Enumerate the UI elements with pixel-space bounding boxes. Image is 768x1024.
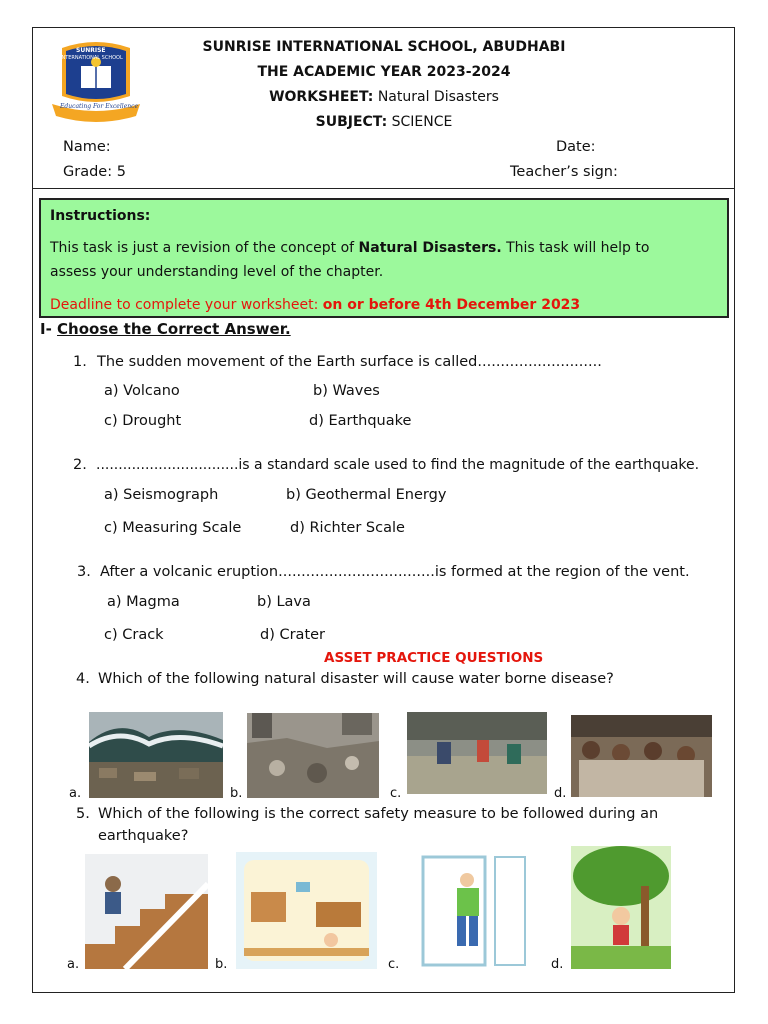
asset-heading: ASSET PRACTICE QUESTIONS [324,650,544,666]
section-heading [40,320,291,338]
q4-image-flood [407,712,547,794]
grade-field: Grade: 5 [63,164,126,180]
q4-label-c: c. [390,786,402,801]
q3-option-c: c) Crack [104,627,164,643]
q1-number: 1. [73,354,87,370]
logo-text-sub: INTERNATIONAL SCHOOL [60,55,123,61]
q3-option-d: d) Crater [260,627,326,643]
q4-number: 4. [76,671,90,687]
q2-number: 2. [73,457,87,473]
q5-image-room-chaos [236,852,377,969]
q4-label-a: a. [69,786,82,801]
academic-year: THE ACADEMIC YEAR 2023-2024 [257,64,511,80]
instructions-title: Instructions: [50,208,151,224]
deadline-line [50,297,580,313]
q4-text: Which of the following natural disaster will cause water borne disease? [98,671,614,687]
q5-number: 5. [76,806,90,822]
q1-text: The sudden movement of the Earth surface is called........................... [97,354,602,370]
q5-image-tree-outdoors [571,846,671,969]
deadline-label: Deadline to complete your worksheet: [50,297,323,313]
instructions-line1-a: This task is just a revision of the concept of [50,240,359,256]
instructions-line1-c: This task will help to [501,240,650,256]
deadline-date: on or before 4th December 2023 [322,297,581,313]
section-prefix: I- [40,320,58,338]
q1-option-c: c) Drought [104,413,182,429]
date-field: Date: [556,139,596,155]
q3-option-b: b) Lava [257,594,311,610]
school-name: SUNRISE INTERNATIONAL SCHOOL, ABUDHABI [202,39,566,55]
q5-image-elevator [405,852,545,969]
q5-image-stairs [85,854,208,969]
q5-text-line1: Which of the following is the correct safety measure to be followed during an [98,806,659,822]
q3-option-a: a) Magma [107,594,180,610]
q1-option-d: d) Earthquake [309,413,412,429]
logo-motto: Educating For Excellence [60,103,139,110]
worksheet-value: Natural Disasters [377,89,499,105]
worksheet-label: WORKSHEET: [269,89,374,105]
q3-number: 3. [77,564,91,580]
q5-text-line2: earthquake? [98,828,189,844]
q5-label-d: d. [551,957,564,972]
worksheet-line [0,89,768,105]
q1-option-a: a) Volcano [104,383,180,399]
q2-option-c: c) Measuring Scale [104,520,242,536]
q4-label-b: b. [230,786,243,801]
header-divider [32,188,735,189]
teacher-sign-field: Teacher’s sign: [510,164,618,180]
subject-label: SUBJECT: [315,114,388,130]
name-field: Name: [63,139,111,155]
q3-text: After a volcanic eruption..................................is formed at the region of the vent. [100,564,690,580]
instructions-line1 [50,240,649,256]
q4-image-crowd [571,715,712,797]
q1-option-b: b) Waves [313,383,380,399]
q4-image-tsunami [89,712,223,798]
instructions-line1-b: Natural Disasters. [358,240,502,256]
subject-line [0,114,768,130]
subject-value: SCIENCE [391,114,453,130]
q5-label-c: c. [388,957,400,972]
q5-label-b: b. [215,957,228,972]
q2-option-b: b) Geothermal Energy [286,487,447,503]
section-title: Choose the Correct Answer. [57,320,291,338]
q2-option-a: a) Seismograph [104,487,219,503]
instructions-box [39,198,729,318]
q4-image-earthquake-rubble [247,713,379,798]
q4-label-d: d. [554,786,567,801]
instructions-line2: assess your understanding level of the chapter. [50,264,384,280]
logo-text-top: SUNRISE [76,47,106,54]
q2-text: ................................is a standard scale used to find the magnitude of the earthquake. [96,457,700,473]
q5-label-a: a. [67,957,80,972]
q2-option-d: d) Richter Scale [290,520,405,536]
